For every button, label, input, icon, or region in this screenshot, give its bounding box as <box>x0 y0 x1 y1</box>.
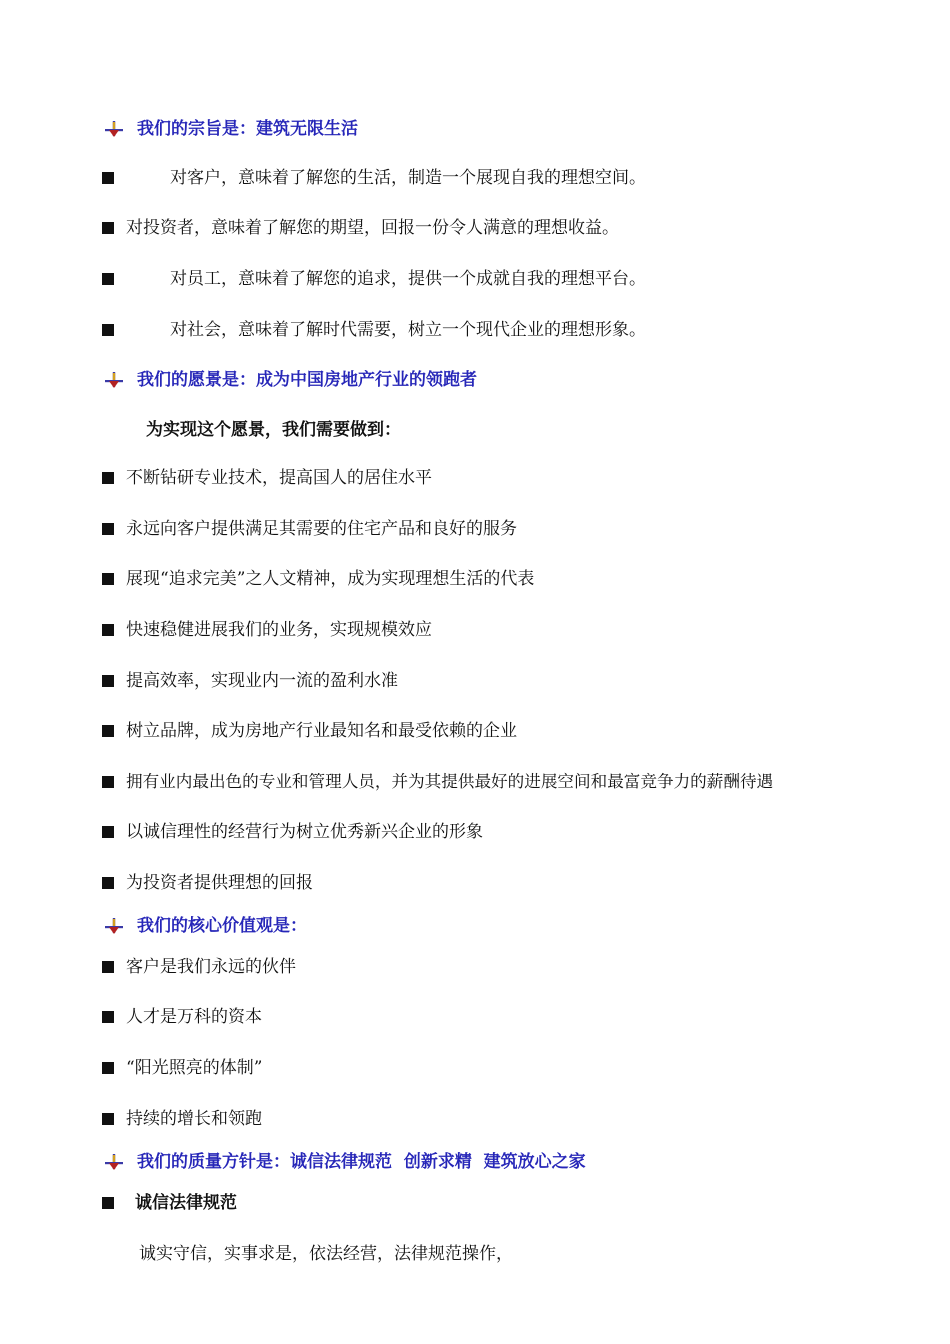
list-item: 对社会，意味着了解时代需要，树立一个现代企业的理想形象。 <box>102 318 646 342</box>
square-bullet-icon <box>102 1062 114 1074</box>
list-item: 对投资者，意味着了解您的期望，回报一份令人满意的理想收益。 <box>102 216 619 240</box>
arrow-down-plus-icon <box>104 371 124 389</box>
heading-text: 我们的愿景是：成为中国房地产行业的领跑者 <box>137 370 477 390</box>
vision-subheading: 为实现这个愿景，我们需要做到： <box>146 420 401 440</box>
list-item: 以诚信理性的经营行为树立优秀新兴企业的形象 <box>102 820 483 844</box>
arrow-down-plus-icon <box>104 917 124 935</box>
section-heading-tenet <box>104 117 358 141</box>
square-bullet-icon <box>102 172 114 184</box>
list-item: 不断钻研专业技术，提高国人的居住水平 <box>102 466 432 490</box>
list-item: 对员工，意味着了解您的追求，提供一个成就自我的理想平台。 <box>102 267 646 291</box>
list-item: 为投资者提供理想的回报 <box>102 871 313 895</box>
square-bullet-icon <box>102 776 114 788</box>
square-bullet-icon <box>102 675 114 687</box>
square-bullet-icon <box>102 222 114 234</box>
list-item: “阳光照亮的体制” <box>102 1056 262 1080</box>
list-item: 树立品牌，成为房地产行业最知名和最受依赖的企业 <box>102 719 517 743</box>
list-item: 持续的增长和领跑 <box>102 1107 262 1131</box>
section-heading-quality <box>104 1150 586 1174</box>
arrow-down-plus-icon <box>104 120 124 138</box>
square-bullet-icon <box>102 877 114 889</box>
square-bullet-icon <box>102 624 114 636</box>
square-bullet-icon <box>102 1011 114 1023</box>
square-bullet-icon <box>102 961 114 973</box>
square-bullet-icon <box>102 273 114 285</box>
square-bullet-icon <box>102 523 114 535</box>
list-item: 提高效率，实现业内一流的盈利水准 <box>102 669 398 693</box>
square-bullet-icon <box>102 725 114 737</box>
list-item: 永远向客户提供满足其需要的住宅产品和良好的服务 <box>102 517 517 541</box>
list-item: 快速稳健进展我们的业务，实现规模效应 <box>102 618 432 642</box>
square-bullet-icon <box>102 324 114 336</box>
list-item: 展现“追求完美”之人文精神，成为实现理想生活的代表 <box>102 567 534 591</box>
heading-text: 我们的核心价值观是： <box>137 916 307 936</box>
list-item: 拥有业内最出色的专业和管理人员，并为其提供最好的进展空间和最富竞争力的薪酬待遇 <box>102 770 773 794</box>
heading-text: 我们的宗旨是：建筑无限生活 <box>137 119 358 139</box>
square-bullet-icon <box>102 472 114 484</box>
list-item: 人才是万科的资本 <box>102 1005 262 1029</box>
square-bullet-icon <box>102 1113 114 1125</box>
section-heading-values <box>104 914 307 938</box>
list-item: 客户是我们永远的伙伴 <box>102 955 296 979</box>
quality-paragraph: 诚实守信，实事求是，依法经营，法律规范操作， <box>139 1244 513 1264</box>
section-heading-vision <box>104 368 477 392</box>
arrow-down-plus-icon <box>104 1153 124 1171</box>
square-bullet-icon <box>102 1197 114 1209</box>
heading-text: 我们的质量方针是：诚信法律规范 创新求精 建筑放心之家 <box>137 1152 586 1172</box>
list-item: 对客户，意味着了解您的生活，制造一个展现自我的理想空间。 <box>102 166 646 190</box>
square-bullet-icon <box>102 826 114 838</box>
square-bullet-icon <box>102 573 114 585</box>
list-item: 诚信法律规范 <box>102 1191 237 1215</box>
